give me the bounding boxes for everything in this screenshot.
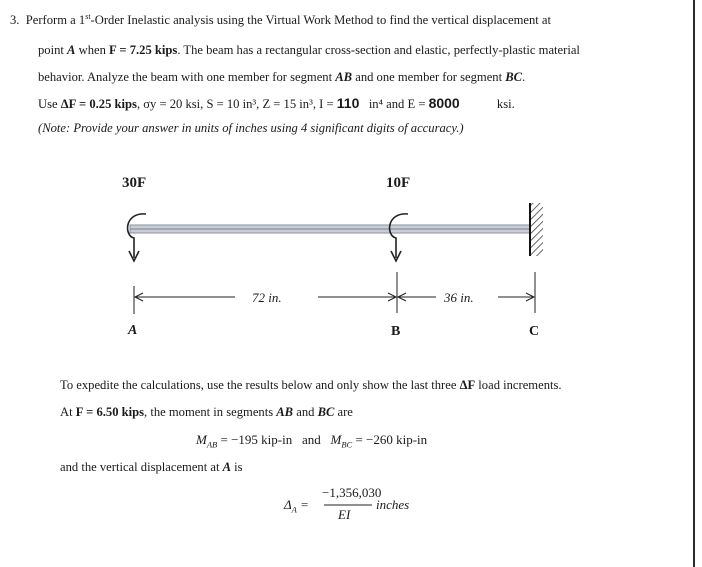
moment-of-inertia-value: 110 (336, 95, 360, 111)
moment-bc-symbol: M (330, 432, 342, 447)
line3-text-c: . (522, 70, 526, 84)
line3-text-b: and one member for segment (352, 70, 506, 84)
line1-text-b: -Order Inelastic analysis using the Virtual Work Method to find the vertical displacement at (90, 13, 552, 28)
line1-text-a: Perform a 1 (25, 13, 86, 28)
at-load-value: F = 6.50 kips (75, 405, 145, 419)
displacement-intro (60, 460, 243, 475)
load-arrow-b (390, 214, 408, 258)
point-b-label: B (391, 324, 401, 339)
problem-number: 3. (10, 13, 20, 28)
line2-text-b: when (75, 43, 110, 57)
line4-text-b: , σy = 20 ksi, S = 10 in³, Z = 15 in³, I = (136, 97, 337, 111)
moment-bc-value: = −260 kip-in (352, 432, 428, 447)
disp-text-b: is (231, 460, 243, 474)
delta-symbol: Δ (284, 497, 292, 512)
delta-a-symbol: $\Delta_A$ = (284, 497, 309, 515)
moment-ab-value: = −195 kip-in (217, 432, 293, 447)
at-text-d: are (334, 405, 353, 419)
line4-text-c: in⁴ and E = (368, 97, 429, 111)
at-text-b: , the moment in segments (144, 405, 277, 419)
point-a-label: A (128, 323, 138, 338)
at-segment-bc: BC (317, 405, 335, 419)
dimension-bc: 36 in. (444, 290, 474, 305)
note-text-b: using 4 significant digits of accuracy.) (267, 121, 464, 135)
load-arrow-a (128, 214, 146, 258)
moment-ab-symbol: M (196, 432, 207, 447)
displacement-numerator: −1,356,030 (322, 485, 382, 500)
intro-text-a: To expedite the calculations, use the results below and only show the last three (60, 378, 460, 392)
at-text-c: and (293, 405, 318, 419)
line4-text-a: Use (38, 97, 61, 111)
elastic-modulus-value: 8000 (428, 95, 460, 111)
results-intro (60, 378, 562, 393)
disp-point-a: A (222, 460, 232, 474)
point-a-ref: A (67, 43, 76, 57)
load-label-10f: 10F (386, 175, 411, 191)
moment-ab-sub: AB (206, 439, 218, 450)
fixed-support-hatch (531, 203, 543, 256)
note-inches: inches (235, 121, 268, 135)
line2-text-a: point (38, 43, 68, 57)
point-c-label: C (529, 324, 540, 339)
displacement-denominator: EI (338, 507, 351, 522)
displacement-units: inches (376, 497, 410, 512)
segment-bc-ref: BC (505, 70, 523, 84)
at-segment-ab: AB (276, 405, 294, 419)
moments-and: and (301, 432, 321, 447)
line4-text-d: ksi. (496, 97, 515, 111)
dimension-ab: 72 in. (252, 290, 282, 305)
delta-sub: A (291, 504, 297, 515)
disp-text-a: and the vertical displacement at (60, 460, 223, 474)
load-label-30f: 30F (122, 175, 147, 191)
intro-text-b: load increments. (475, 378, 562, 392)
line1-sup: st (85, 12, 91, 21)
applied-load-value: F = 7.25 kips (109, 43, 178, 57)
moment-bc-sub: BC (341, 439, 353, 450)
line3-text-a: behavior. Analyze the beam with one member for segment (38, 70, 336, 84)
load-increment-value: ΔF = 0.25 kips (60, 97, 137, 111)
note-text-a: (Note: Provide your answer in units of (38, 121, 236, 135)
line2-text-c: . The beam has a rectangular cross-section and elastic, perfectly-plastic material (177, 43, 580, 57)
intro-delta-f: ΔF (459, 378, 476, 392)
segment-ab-ref: AB (335, 70, 353, 84)
moments-equation (196, 432, 427, 450)
results-at-load (60, 405, 353, 420)
at-text-a: At (60, 405, 76, 419)
